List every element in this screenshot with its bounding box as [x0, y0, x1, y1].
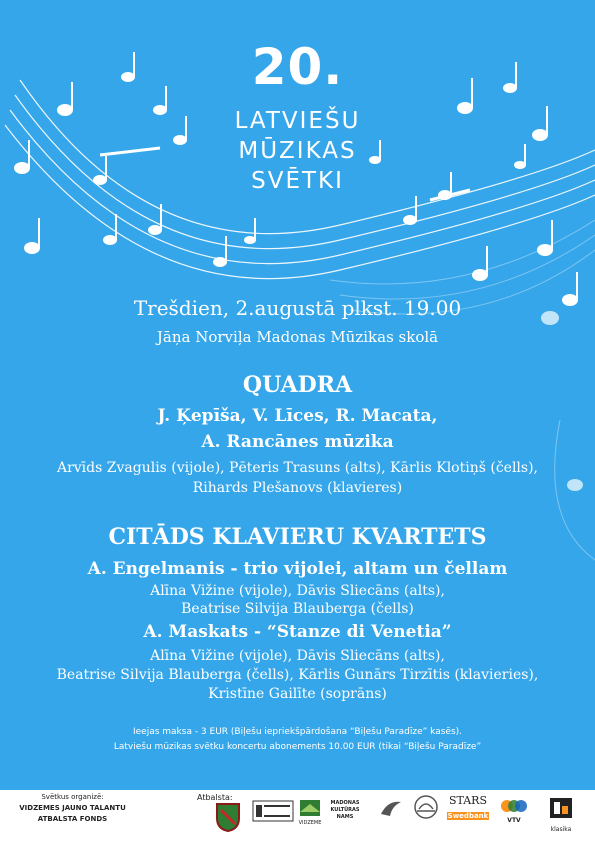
bridge-emblem-logo: [413, 794, 439, 824]
event-datetime: Trešdien, 2.augustā plkst. 19.00: [133, 296, 462, 320]
group-2-name: CITĀDS KLAVIERU KVARTETS: [108, 524, 487, 550]
event-venue: Jāņa Norviļa Madonas Mūzikas skolā: [156, 328, 439, 346]
bird-emblem-logo: [378, 796, 404, 822]
swedbank-logo: Swedbank: [447, 812, 489, 820]
work-2-performers-line-3: Kristīne Gailīte (soprāns): [208, 686, 387, 702]
work-1-title: A. Engelmanis - trio vijolei, altam un čellam: [87, 559, 508, 579]
group-1-composers-line-2: A. Rancānes mūzika: [201, 432, 394, 452]
work-2-performers-line-2: Beatrise Silvija Blauberga (čells), Kārlis Gunārs Tirzītis (klavieries),: [56, 667, 539, 683]
group-1-composers-line-1: J. Ķepīša, V. Līces, R. Macata,: [157, 406, 438, 426]
radio-klasika-logo-text: klasika: [550, 826, 572, 833]
festival-number: 20.: [251, 38, 344, 96]
ticket-info-line-2: Latviešu mūzikas svētku koncertu abonements 10.00 EUR (tikai “Biļešu Paradīze”: [113, 742, 482, 752]
organizer-label: Svētkus organizē:: [41, 793, 104, 801]
work-1-performers-line-2: Beatrise Silvija Blauberga (čells): [181, 601, 414, 617]
madona-culture-house-line-1: MADONAS: [330, 800, 360, 806]
vidzeme-logo: [298, 798, 322, 818]
festival-title-line-3: SVĒTKI: [251, 168, 344, 194]
ticket-info-line-1: Ieejas maksa - 3 EUR (Biļešu iepriekšpārdošana “Biļešu Paradīze” kasēs).: [132, 727, 463, 737]
stars-logo: STARS: [448, 794, 488, 807]
group-1-name: QUADRA: [242, 372, 353, 398]
festival-title-line-1: LATVIEŠU: [234, 108, 361, 134]
footer-sponsors: [0, 790, 595, 842]
organizer-name-line-2: ATBALSTA FONDS: [37, 815, 108, 823]
vtv-logo-text: VTV: [507, 817, 521, 824]
organizer-name-line-1: VIDZEMES JAUNO TALANTU: [19, 804, 126, 812]
madona-coat-of-arms-logo: [215, 802, 241, 832]
vidzeme-logo-text: VIDZEME: [298, 820, 322, 826]
supporters-label: Atbalsta:: [197, 793, 233, 802]
madona-culture-house-line-3: NAMS: [336, 814, 354, 820]
vtv-logo-mark: [500, 796, 528, 816]
festival-title-line-2: MŪZIKAS: [238, 138, 357, 164]
work-2-title: A. Maskats - “Stanze di Venetia”: [143, 622, 452, 642]
madona-culture-house-line-2: KULTŪRAS: [330, 807, 360, 813]
group-1-performers-line-1: Arvīds Zvagulis (vijole), Pēteris Trasuns (alts), Kārlis Klotiņš (čells),: [56, 460, 539, 476]
group-1-performers-line-2: Rihards Plešanovs (klavieres): [192, 480, 403, 496]
work-2-performers-line-1: Alīna Vižine (vijole), Dāvis Sliecāns (alts),: [150, 648, 445, 664]
radio-klasika-logo: [548, 796, 576, 826]
work-1-performers-line-1: Alīna Vižine (vijole), Dāvis Sliecāns (alts),: [150, 583, 445, 599]
sponsor-logo-box: [252, 800, 294, 822]
